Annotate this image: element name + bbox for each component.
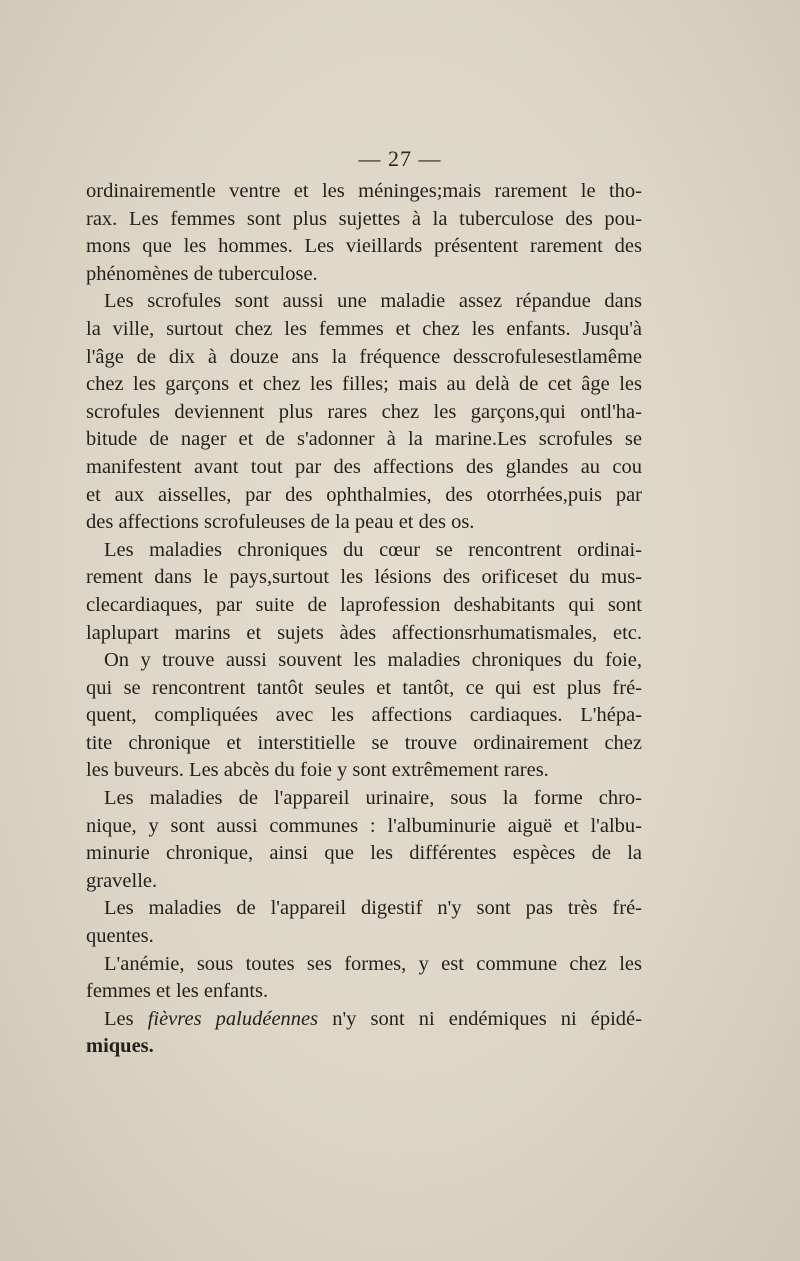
text-line: laplupart marins et sujets àdes affectionsrhumatismales, etc. bbox=[86, 621, 642, 644]
text-line: clecardiaques, par suite de laprofession deshabitants qui sont bbox=[86, 593, 642, 616]
text-line: Les maladies chroniques du cœur se rencontrent ordinai- bbox=[104, 538, 642, 561]
text-line: tite chronique et interstitielle se trouve ordinairement chez bbox=[86, 731, 642, 754]
last-para-prefix: Les bbox=[104, 1007, 134, 1030]
text-line: ordinairementle ventre et les méninges;mais rarement le tho- bbox=[86, 180, 642, 202]
text-line: bitude de nager et de s'adonner à la marine.Les scrofules se bbox=[86, 428, 642, 451]
text-line-italic-mix bbox=[86, 1006, 642, 1034]
text-line: et aux aisselles, par des ophthalmies, des otorrhées,puis par bbox=[86, 483, 642, 506]
text-line: gravelle. bbox=[86, 869, 158, 892]
text-line: chez les garçons et chez les filles; mais au delà de cet âge les bbox=[86, 373, 642, 396]
last-para-rest: n'y sont ni endémiques ni épidé- bbox=[332, 1007, 642, 1030]
text-line: qui se rencontrent tantôt seules et tantôt, ce qui est plus fré- bbox=[86, 676, 642, 699]
text-line: mons que les hommes. Les vieillards présentent rarement des bbox=[86, 235, 642, 258]
text-line: rement dans le pays,surtout les lésions des orificeset du mus- bbox=[86, 566, 642, 589]
text-line: quentes. bbox=[86, 925, 154, 948]
text-line: Les scrofules sont aussi une maladie assez répandue dans bbox=[104, 290, 642, 313]
text-line: Les maladies de l'appareil digestif n'y sont pas très fré- bbox=[104, 897, 642, 920]
text-line: phénomènes de tuberculose. bbox=[86, 262, 318, 285]
text-line: les buveurs. Les abcès du foie y sont extrêmement rares. bbox=[86, 759, 549, 782]
text-line: l'âge de dix à douze ans la fréquence desscrofulesestlamême bbox=[86, 345, 642, 368]
text-line: femmes et les enfants. bbox=[86, 980, 269, 1003]
text-line: L'anémie, sous toutes ses formes, y est commune chez les bbox=[104, 952, 642, 975]
text-line: quent, compliquées avec les affections cardiaques. L'hépa- bbox=[86, 704, 642, 727]
text-line: miques. bbox=[86, 1035, 154, 1058]
text-line: manifestent avant tout par des affections des glandes au cou bbox=[86, 455, 642, 478]
text-line: On y trouve aussi souvent les maladies chroniques du foie, bbox=[104, 649, 642, 672]
text-line: nique, y sont aussi communes : l'albuminurie aiguë et l'albu- bbox=[86, 814, 642, 837]
text-line: la ville, surtout chez les femmes et chez les enfants. Jusqu'à bbox=[86, 317, 642, 340]
page-text bbox=[86, 178, 642, 1061]
text-line: rax. Les femmes sont plus sujettes à la tuberculose des pou- bbox=[86, 207, 642, 230]
text-line: Les maladies de l'appareil urinaire, sous la forme chro- bbox=[104, 787, 642, 810]
page-number: — 27 — bbox=[358, 146, 442, 171]
text-line: des affections scrofuleuses de la peau et des os. bbox=[86, 511, 475, 534]
italic-phrase: fièvres paludéennes bbox=[147, 1007, 319, 1030]
text-line: scrofules deviennent plus rares chez les garçons,qui ontl'ha- bbox=[86, 400, 642, 423]
text-line: minurie chronique, ainsi que les différentes espèces de la bbox=[86, 842, 642, 865]
